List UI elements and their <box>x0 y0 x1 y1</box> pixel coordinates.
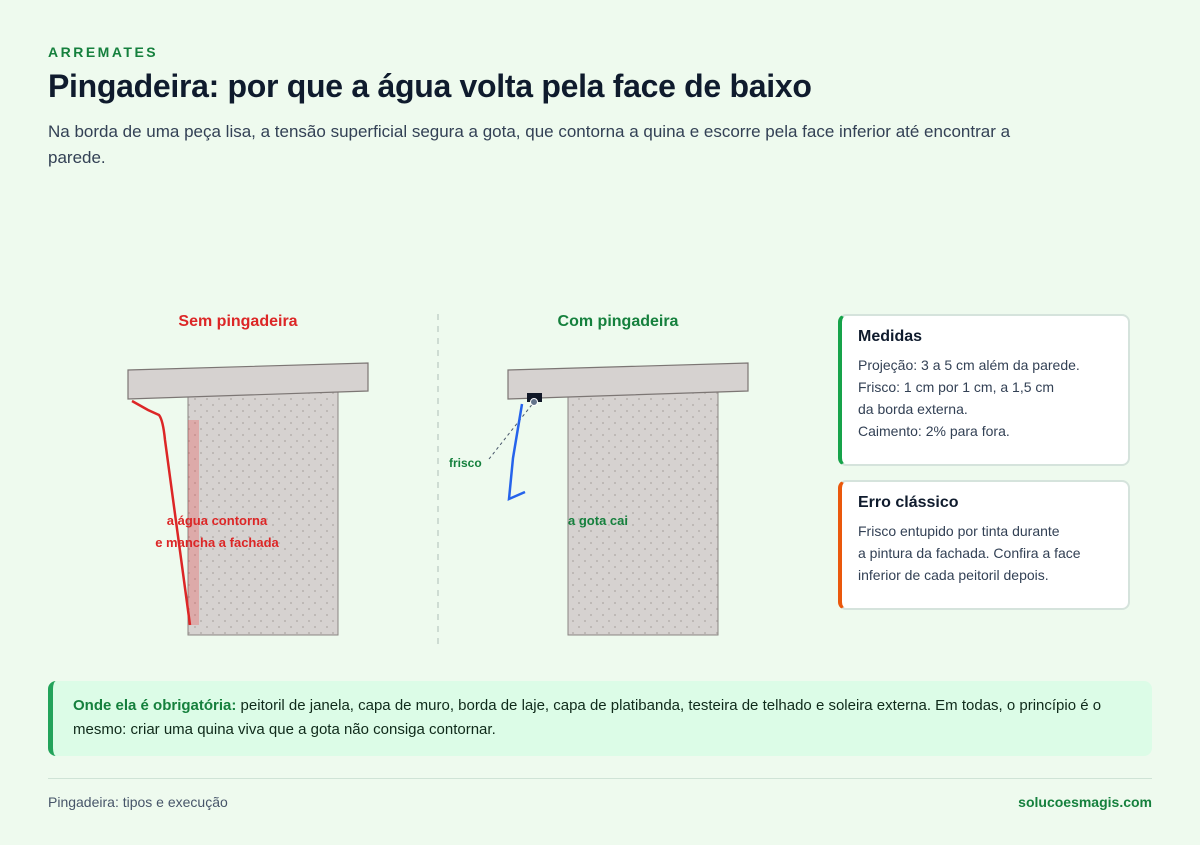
card-classic-error <box>838 480 1130 610</box>
heading-with-drip: Com pingadeira <box>557 313 679 330</box>
drop-path-right <box>509 404 525 499</box>
groove-leader <box>489 402 534 459</box>
card-measures <box>838 314 1130 466</box>
eyebrow: ARREMATES <box>48 44 159 60</box>
groove-marker <box>531 399 538 406</box>
required-uses-callout <box>48 681 1152 756</box>
page-title: Pingadeira: por que a água volta pela face de baixo <box>48 68 812 104</box>
footer-link-title[interactable]: Pingadeira: tipos e execução <box>48 794 228 810</box>
card-error-title: Erro clássico <box>858 494 959 511</box>
card-measures-body: Projeção: 3 a 5 cm além da parede. Frisco: 1 cm por 1 cm, a 1,5 cm da borda externa. Caimento: 2% para fora. <box>858 357 1080 439</box>
diagram-without-drip <box>128 313 368 635</box>
footer-site[interactable]: solucoesmagis.com <box>1018 794 1152 810</box>
card-error-body: Frisco entupido por tinta durante a pintura da fachada. Confira a face inferior de cada peitoril depois. <box>858 523 1081 583</box>
diagram-with-drip <box>449 313 748 635</box>
label-without-drip-2: e mancha a fachada <box>155 535 279 550</box>
page-subtitle: Na borda de uma peça lisa, a tensão superficial segura a gota, que contorna a quina e escorre pela face inferior até encontrar a parede. <box>48 122 1011 167</box>
label-drop: a gota cai <box>568 513 628 528</box>
callout-lead: Onde ela é obrigatória: <box>73 697 241 714</box>
label-without-drip-1: a água contorna <box>166 513 268 528</box>
label-groove: frisco <box>449 456 482 470</box>
heading-without-drip: Sem pingadeira <box>178 313 298 330</box>
footer-divider <box>48 778 1152 779</box>
card-measures-title: Medidas <box>858 328 923 345</box>
callout-text: peitoril de janela, capa de muro, borda de laje, capa de platibanda, testeira de telhado e soleira externa. Em todas, o princípio é o mesmo: criar uma quina viva que a gota não consiga contornar. <box>73 697 1102 738</box>
